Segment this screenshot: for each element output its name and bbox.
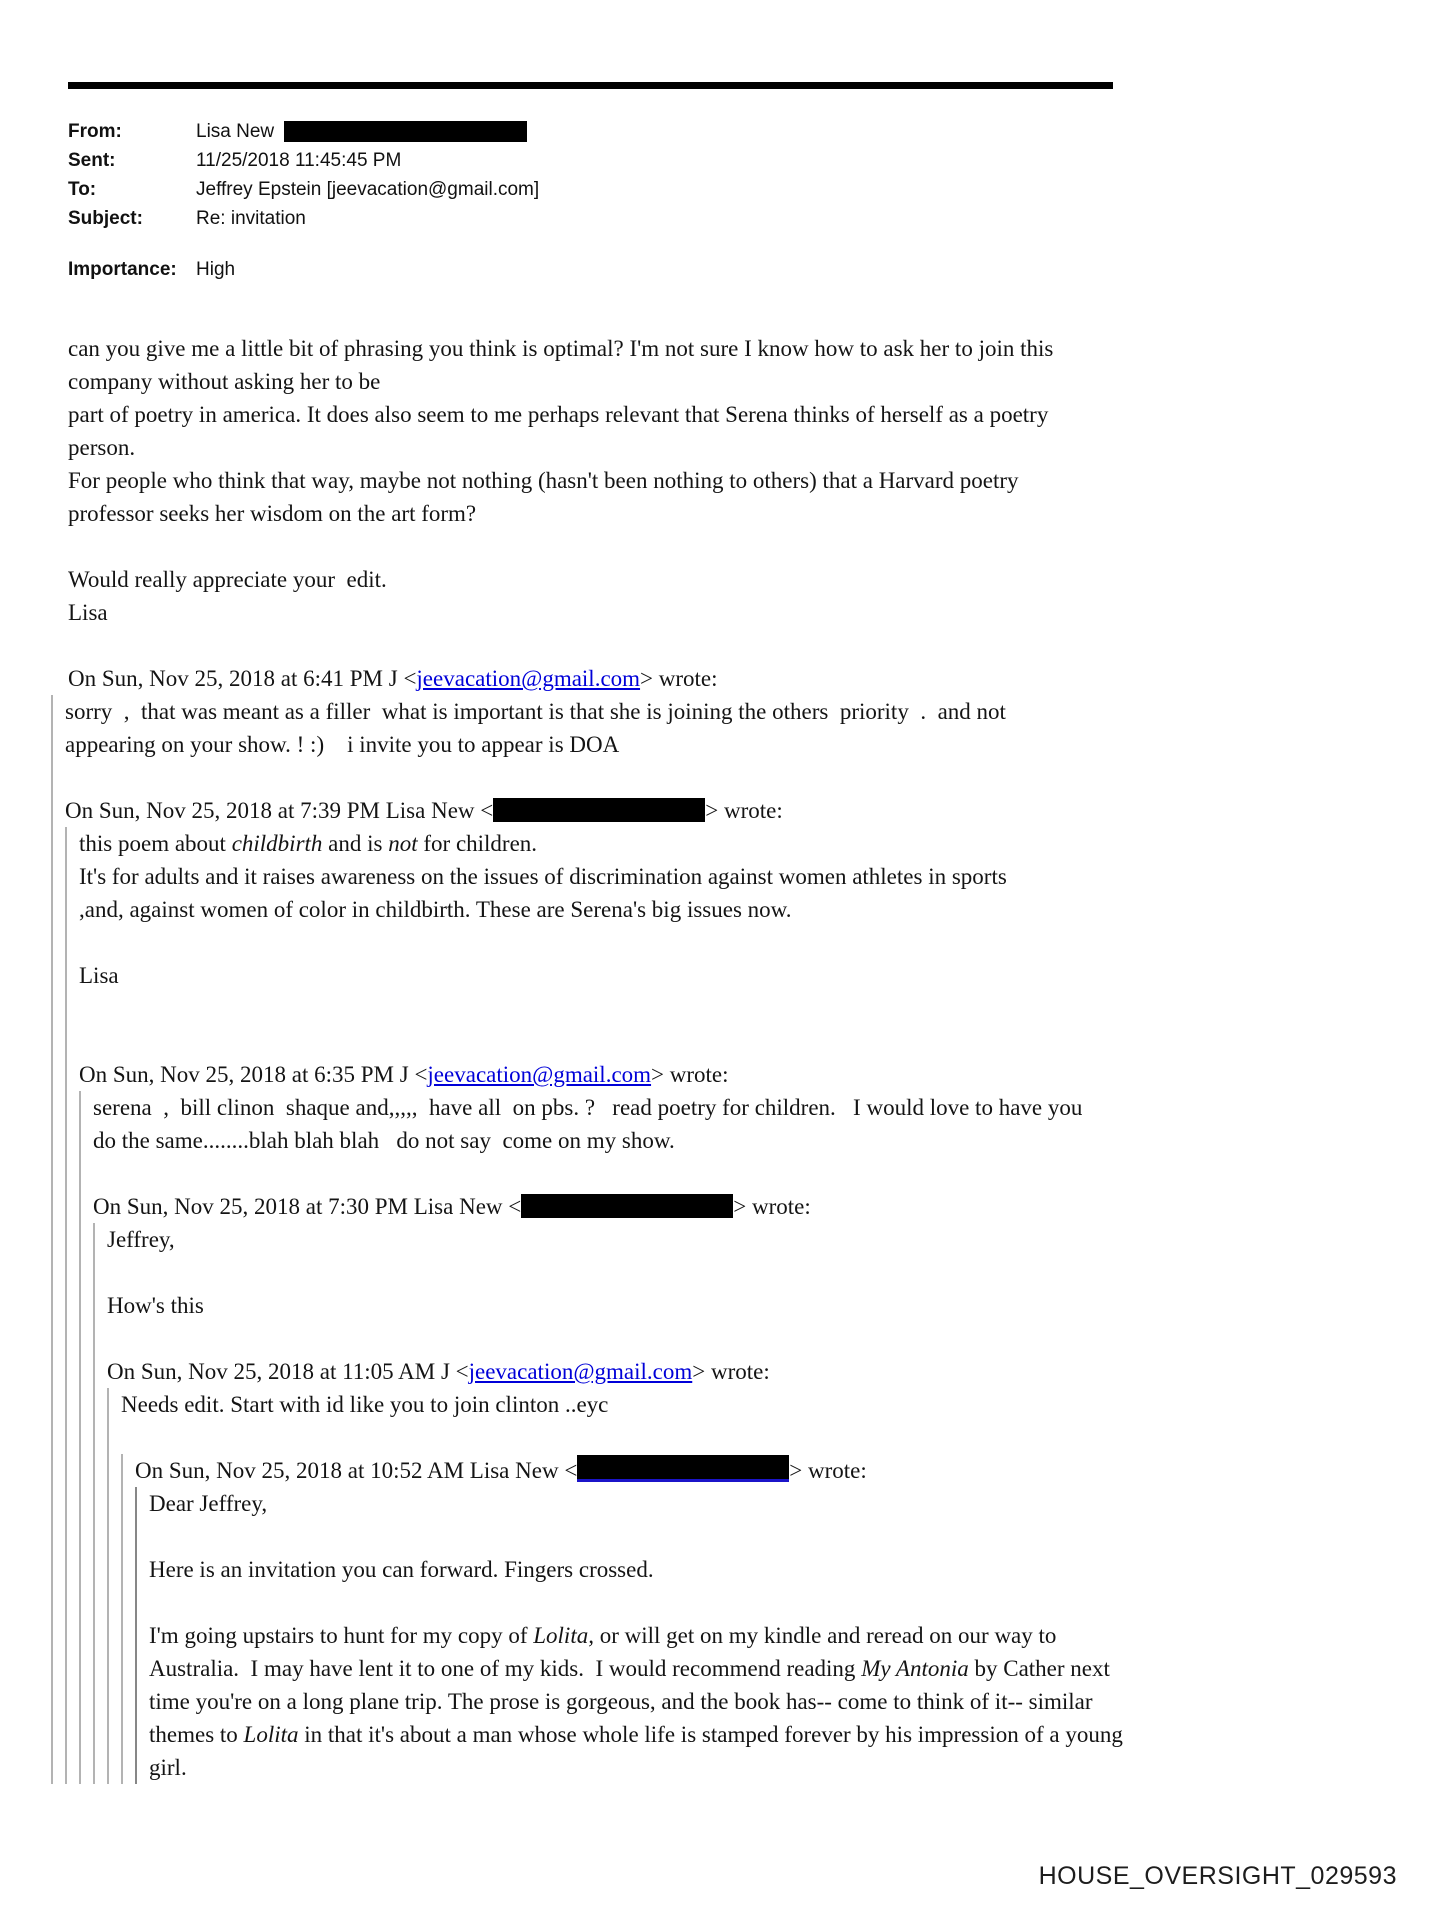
text-line	[135, 1454, 1403, 1487]
text-run: girl.	[149, 1755, 187, 1780]
text-line	[65, 728, 1403, 761]
text-line	[79, 827, 1403, 860]
text-line	[68, 398, 1403, 431]
from-label: From:	[68, 120, 122, 142]
text-line	[149, 1487, 1403, 1520]
email-link[interactable]: jeevacation@gmail.com	[468, 1359, 693, 1384]
text-run: On Sun, Nov 25, 2018 at 7:39 PM Lisa New <	[65, 798, 494, 823]
from-value: Lisa New	[196, 120, 275, 142]
text-line	[93, 1157, 1403, 1190]
text-run: I'm going upstairs to hunt for my copy of	[149, 1623, 534, 1648]
text-run: On Sun, Nov 25, 2018 at 7:30 PM Lisa New <	[93, 1194, 522, 1219]
text-line	[107, 1223, 1403, 1256]
text-line	[79, 893, 1403, 926]
text-run: serena , bill clinon shaque and,,,,, have all on pbs. ? read poetry for children. I would love to have you	[93, 1095, 1083, 1120]
text-run: > wrote:	[651, 1062, 729, 1087]
quote-header-4	[93, 1190, 1403, 1223]
text-line	[65, 695, 1403, 728]
meta-row-importance	[68, 255, 1453, 284]
meta-row-subject	[68, 204, 1453, 233]
text-run: How's this	[107, 1293, 204, 1318]
text-line	[68, 662, 1403, 695]
quote-level-3	[79, 1091, 1403, 1784]
quote-level-4	[93, 1223, 1403, 1784]
text-run: time you're on a long plane trip. The prose is gorgeous, and the book has-- come to think of it-- similar	[149, 1689, 1093, 1714]
subject-label: Subject:	[68, 207, 143, 229]
text-line	[68, 629, 1403, 662]
text-run: in that it's about a man whose whole life is stamped forever by his impression of a young	[298, 1722, 1123, 1747]
quote-body-1	[65, 695, 1403, 794]
text-line	[107, 1256, 1403, 1289]
text-line	[79, 926, 1403, 959]
bates-number: HOUSE_OVERSIGHT_029593	[1038, 1862, 1397, 1890]
email-thread	[65, 332, 1403, 1784]
text-line	[79, 860, 1403, 893]
redaction-bar	[493, 798, 705, 822]
email-meta-header	[68, 117, 1453, 284]
text-run: for children.	[417, 831, 538, 856]
text-run: sorry , that was meant as a filler what is important is that she is joining the others priority . and not	[65, 699, 1006, 724]
quote-level-2	[65, 827, 1403, 1784]
text-line	[68, 596, 1403, 629]
text-line	[149, 1553, 1403, 1586]
quote-header-5	[107, 1355, 1403, 1388]
text-line	[149, 1751, 1403, 1784]
quote-level-7	[135, 1487, 1403, 1784]
importance-label: Importance:	[68, 258, 177, 280]
text-run: Dear Jeffrey,	[149, 1491, 268, 1516]
text-run: Australia. I may have lent it to one of my kids. I would recommend reading	[149, 1656, 862, 1681]
text-run: On Sun, Nov 25, 2018 at 10:52 AM Lisa New <	[135, 1458, 578, 1483]
quote-body-2	[79, 827, 1403, 1058]
text-run: > wrote:	[733, 1194, 811, 1219]
text-line	[79, 1058, 1403, 1091]
meta-row-from	[68, 117, 1453, 146]
text-run: Here is an invitation you can forward. Fingers crossed.	[149, 1557, 654, 1582]
text-run: this poem about	[79, 831, 232, 856]
italic-text: not	[388, 831, 418, 856]
text-run: Lisa	[79, 963, 119, 988]
text-run: person.	[68, 435, 136, 460]
text-line	[149, 1652, 1403, 1685]
text-run: by Cather next	[968, 1656, 1110, 1681]
text-line	[149, 1586, 1403, 1619]
text-run: > wrote:	[789, 1458, 867, 1483]
text-line	[149, 1718, 1403, 1751]
italic-text: childbirth	[231, 831, 323, 856]
italic-text: My Antonia	[861, 1656, 969, 1681]
quote-header-3	[79, 1058, 1403, 1091]
quote-level-5	[107, 1388, 1403, 1784]
message-body-top	[68, 332, 1403, 662]
text-run: > wrote:	[640, 666, 718, 691]
redaction-bar	[284, 121, 527, 142]
text-line	[121, 1421, 1403, 1454]
text-line	[65, 761, 1403, 794]
text-run: professor seeks her wisdom on the art form?	[68, 501, 477, 526]
text-line	[149, 1619, 1403, 1652]
text-line	[79, 1025, 1403, 1058]
text-run: It's for adults and it raises awareness on the issues of discrimination against women athletes in sports	[79, 864, 1007, 889]
text-run: or will get on my kindle and reread on our way to	[593, 1623, 1057, 1648]
text-run: > wrote:	[705, 798, 783, 823]
quote-header-2	[65, 794, 1403, 827]
meta-row-to	[68, 175, 1453, 204]
text-run: Jeffrey,	[107, 1227, 175, 1252]
quote-level-1	[51, 695, 1403, 1784]
text-line	[79, 992, 1403, 1025]
text-line	[93, 1124, 1403, 1157]
text-line	[93, 1091, 1403, 1124]
sent-value: 11/25/2018 11:45:45 PM	[196, 149, 402, 171]
to-value: Jeffrey Epstein [jeevacation@gmail.com]	[196, 178, 540, 200]
quote-header-6	[135, 1454, 1403, 1487]
text-run: company without asking her to be	[68, 369, 381, 394]
sent-label: Sent:	[68, 149, 116, 171]
quote-level-6	[121, 1454, 1403, 1784]
text-line	[79, 959, 1403, 992]
quote-header-1	[68, 662, 1403, 695]
italic-text: Lolita,	[533, 1623, 594, 1648]
text-line	[93, 1190, 1403, 1223]
text-run: On Sun, Nov 25, 2018 at 11:05 AM J <	[107, 1359, 469, 1384]
text-run: can you give me a little bit of phrasing you think is optimal? I'm not sure I know how to ask her to join this	[68, 336, 1054, 361]
to-label: To:	[68, 178, 97, 200]
text-line	[68, 332, 1403, 365]
email-link[interactable]: jeevacation@gmail.com	[427, 1062, 652, 1087]
text-line	[149, 1685, 1403, 1718]
text-line	[107, 1355, 1403, 1388]
text-line	[149, 1520, 1403, 1553]
text-line	[68, 530, 1403, 563]
text-run: do the same........blah blah blah do not say come on my show.	[93, 1128, 675, 1153]
redaction-bar	[577, 1455, 789, 1482]
text-line	[68, 497, 1403, 530]
text-run: > wrote:	[692, 1359, 770, 1384]
text-line	[107, 1289, 1403, 1322]
text-run: Lisa	[68, 600, 108, 625]
text-line	[107, 1322, 1403, 1355]
text-run: Needs edit. Start with id like you to join clinton ..eyc	[121, 1392, 609, 1417]
quote-body-3	[93, 1091, 1403, 1190]
meta-row-sent	[68, 146, 1453, 175]
text-run: Would really appreciate your edit.	[68, 567, 387, 592]
email-link[interactable]: jeevacation@gmail.com	[416, 666, 641, 691]
text-line	[68, 365, 1403, 398]
text-run: On Sun, Nov 25, 2018 at 6:35 PM J <	[79, 1062, 428, 1087]
header-divider-rule	[68, 82, 1113, 89]
text-line	[68, 563, 1403, 596]
italic-text: Lolita	[243, 1722, 299, 1747]
text-line	[68, 431, 1403, 464]
quote-body-6	[149, 1487, 1403, 1784]
redaction-bar	[521, 1194, 733, 1218]
quote-body-4	[107, 1223, 1403, 1355]
text-run: and is	[322, 831, 389, 856]
text-run: ,and, against women of color in childbirth. These are Serena's big issues now.	[79, 897, 792, 922]
text-run: On Sun, Nov 25, 2018 at 6:41 PM J <	[68, 666, 417, 691]
text-line	[68, 464, 1403, 497]
subject-value: Re: invitation	[196, 207, 306, 229]
text-run: For people who think that way, maybe not nothing (hasn't been nothing to others) that a Harvard poetry	[68, 468, 1019, 493]
quote-body-5	[121, 1388, 1403, 1454]
text-run: themes to	[149, 1722, 244, 1747]
text-line	[121, 1388, 1403, 1421]
text-line	[65, 794, 1403, 827]
text-run: part of poetry in america. It does also seem to me perhaps relevant that Serena thinks of herself as a poetry	[68, 402, 1049, 427]
importance-value: High	[196, 258, 236, 280]
text-run: appearing on your show. ! :) i invite you to appear is DOA	[65, 732, 620, 757]
